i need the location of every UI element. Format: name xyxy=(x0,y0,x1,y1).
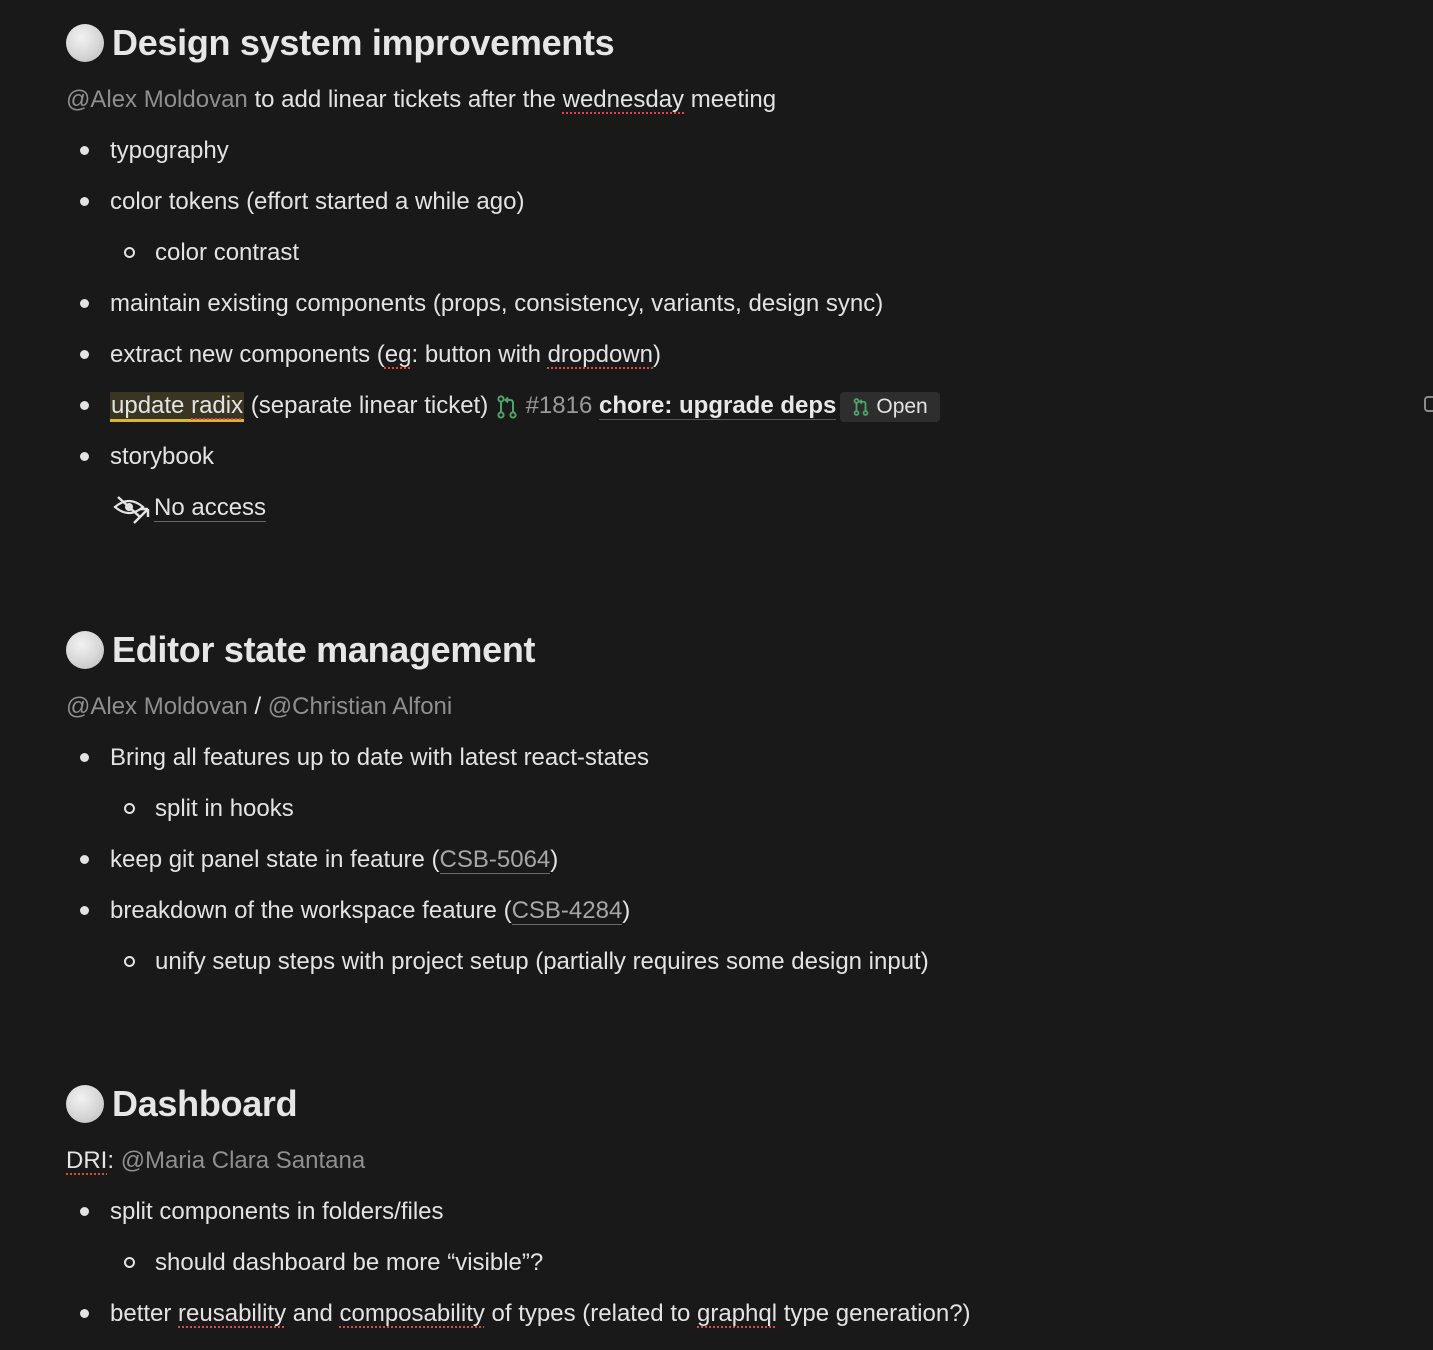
text: update xyxy=(111,392,192,419)
bullet xyxy=(80,401,89,410)
intro-line xyxy=(66,85,776,115)
ticket-link[interactable]: CSB-4284 xyxy=(511,897,623,924)
list-item xyxy=(110,845,558,875)
text: to add linear tickets after the xyxy=(247,86,563,113)
heading-title: Design system improvements xyxy=(112,22,615,63)
pr-link[interactable] xyxy=(495,392,836,419)
misspelled-word: DRI xyxy=(66,1147,108,1174)
text: : xyxy=(107,1147,121,1174)
misspelled-word: wednesday xyxy=(562,86,685,113)
list-item: Bring all features up to date with latest react-states xyxy=(110,744,649,771)
text: keep git panel state in feature ( xyxy=(110,846,440,873)
text: of types (related to xyxy=(484,1300,697,1327)
mention[interactable]: @Alex Moldovan xyxy=(66,693,248,720)
misspelled-word: radix xyxy=(191,392,244,419)
text: extract new components ( xyxy=(110,341,385,368)
bullet xyxy=(80,753,89,762)
list-item xyxy=(110,340,661,370)
list-item xyxy=(110,1299,971,1329)
section-heading-editor[interactable] xyxy=(66,628,535,672)
bullet xyxy=(80,350,89,359)
git-pull-request-icon xyxy=(852,397,870,417)
bullet xyxy=(80,1207,89,1216)
text: / xyxy=(247,693,268,720)
list-item: typography xyxy=(110,137,229,164)
list-item xyxy=(110,896,630,926)
misspelled-word: eg xyxy=(384,341,412,368)
heading-title: Editor state management xyxy=(112,629,536,670)
sub-list-item: should dashboard be more “visible”? xyxy=(155,1249,544,1276)
text: (separate linear ticket) xyxy=(244,392,495,419)
pr-status-label: Open xyxy=(876,394,928,418)
sub-list-item: color contrast xyxy=(155,239,300,266)
mention[interactable]: @Alex Moldovan xyxy=(66,86,248,113)
sub-list-item: split in hooks xyxy=(155,795,294,822)
list-item: storybook xyxy=(110,443,215,470)
highlighted-comment-text[interactable] xyxy=(110,392,244,422)
bullet xyxy=(80,299,89,308)
pr-status-badge xyxy=(840,392,939,422)
git-pull-request-icon xyxy=(495,394,519,420)
text: ) xyxy=(653,341,661,368)
ticket-link[interactable]: CSB-5064 xyxy=(439,846,551,873)
text: meeting xyxy=(684,86,777,113)
no-access-link[interactable] xyxy=(112,493,266,525)
sub-bullet xyxy=(124,803,135,814)
bullet xyxy=(80,855,89,864)
white-circle-icon xyxy=(66,631,104,669)
owners-line xyxy=(66,692,452,722)
list-item: maintain existing components (props, consistency, variants, design sync) xyxy=(110,290,884,317)
sub-bullet xyxy=(124,1257,135,1268)
mention[interactable]: @Maria Clara Santana xyxy=(120,1147,366,1174)
mention[interactable]: @Christian Alfoni xyxy=(267,693,453,720)
text: and xyxy=(286,1300,340,1327)
sub-bullet xyxy=(124,247,135,258)
bullet xyxy=(80,197,89,206)
bullet xyxy=(80,452,89,461)
list-item: color tokens (effort started a while ago) xyxy=(110,188,525,215)
pr-title: chore: upgrade deps xyxy=(598,392,837,419)
text: ) xyxy=(622,897,631,924)
no-access-label: No access xyxy=(154,494,267,522)
list-item: split components in folders/files xyxy=(110,1198,444,1225)
white-circle-icon xyxy=(66,24,104,62)
sub-bullet xyxy=(124,956,135,967)
text: breakdown of the workspace feature ( xyxy=(110,897,512,924)
list-item xyxy=(110,391,940,422)
section-heading-design[interactable] xyxy=(66,21,614,65)
sub-list-item: unify setup steps with project setup (partially requires some design input) xyxy=(155,948,929,975)
misspelled-word: graphql xyxy=(697,1300,778,1327)
text: better xyxy=(110,1300,179,1327)
bullet xyxy=(80,1309,89,1318)
comment-icon[interactable] xyxy=(1424,396,1433,412)
text: : button with xyxy=(411,341,548,368)
bullet xyxy=(80,146,89,155)
misspelled-word: reusability xyxy=(178,1300,287,1327)
eye-slash-icon xyxy=(112,493,150,525)
text: ) xyxy=(550,846,559,873)
dri-line xyxy=(66,1146,365,1176)
pr-number: #1816 xyxy=(525,392,593,419)
heading-title: Dashboard xyxy=(112,1083,298,1124)
section-heading-dashboard[interactable] xyxy=(66,1082,297,1126)
bullet xyxy=(80,906,89,915)
text: type generation?) xyxy=(777,1300,971,1327)
misspelled-word: composability xyxy=(339,1300,485,1327)
misspelled-word: dropdown xyxy=(547,341,653,368)
white-circle-icon xyxy=(66,1085,104,1123)
